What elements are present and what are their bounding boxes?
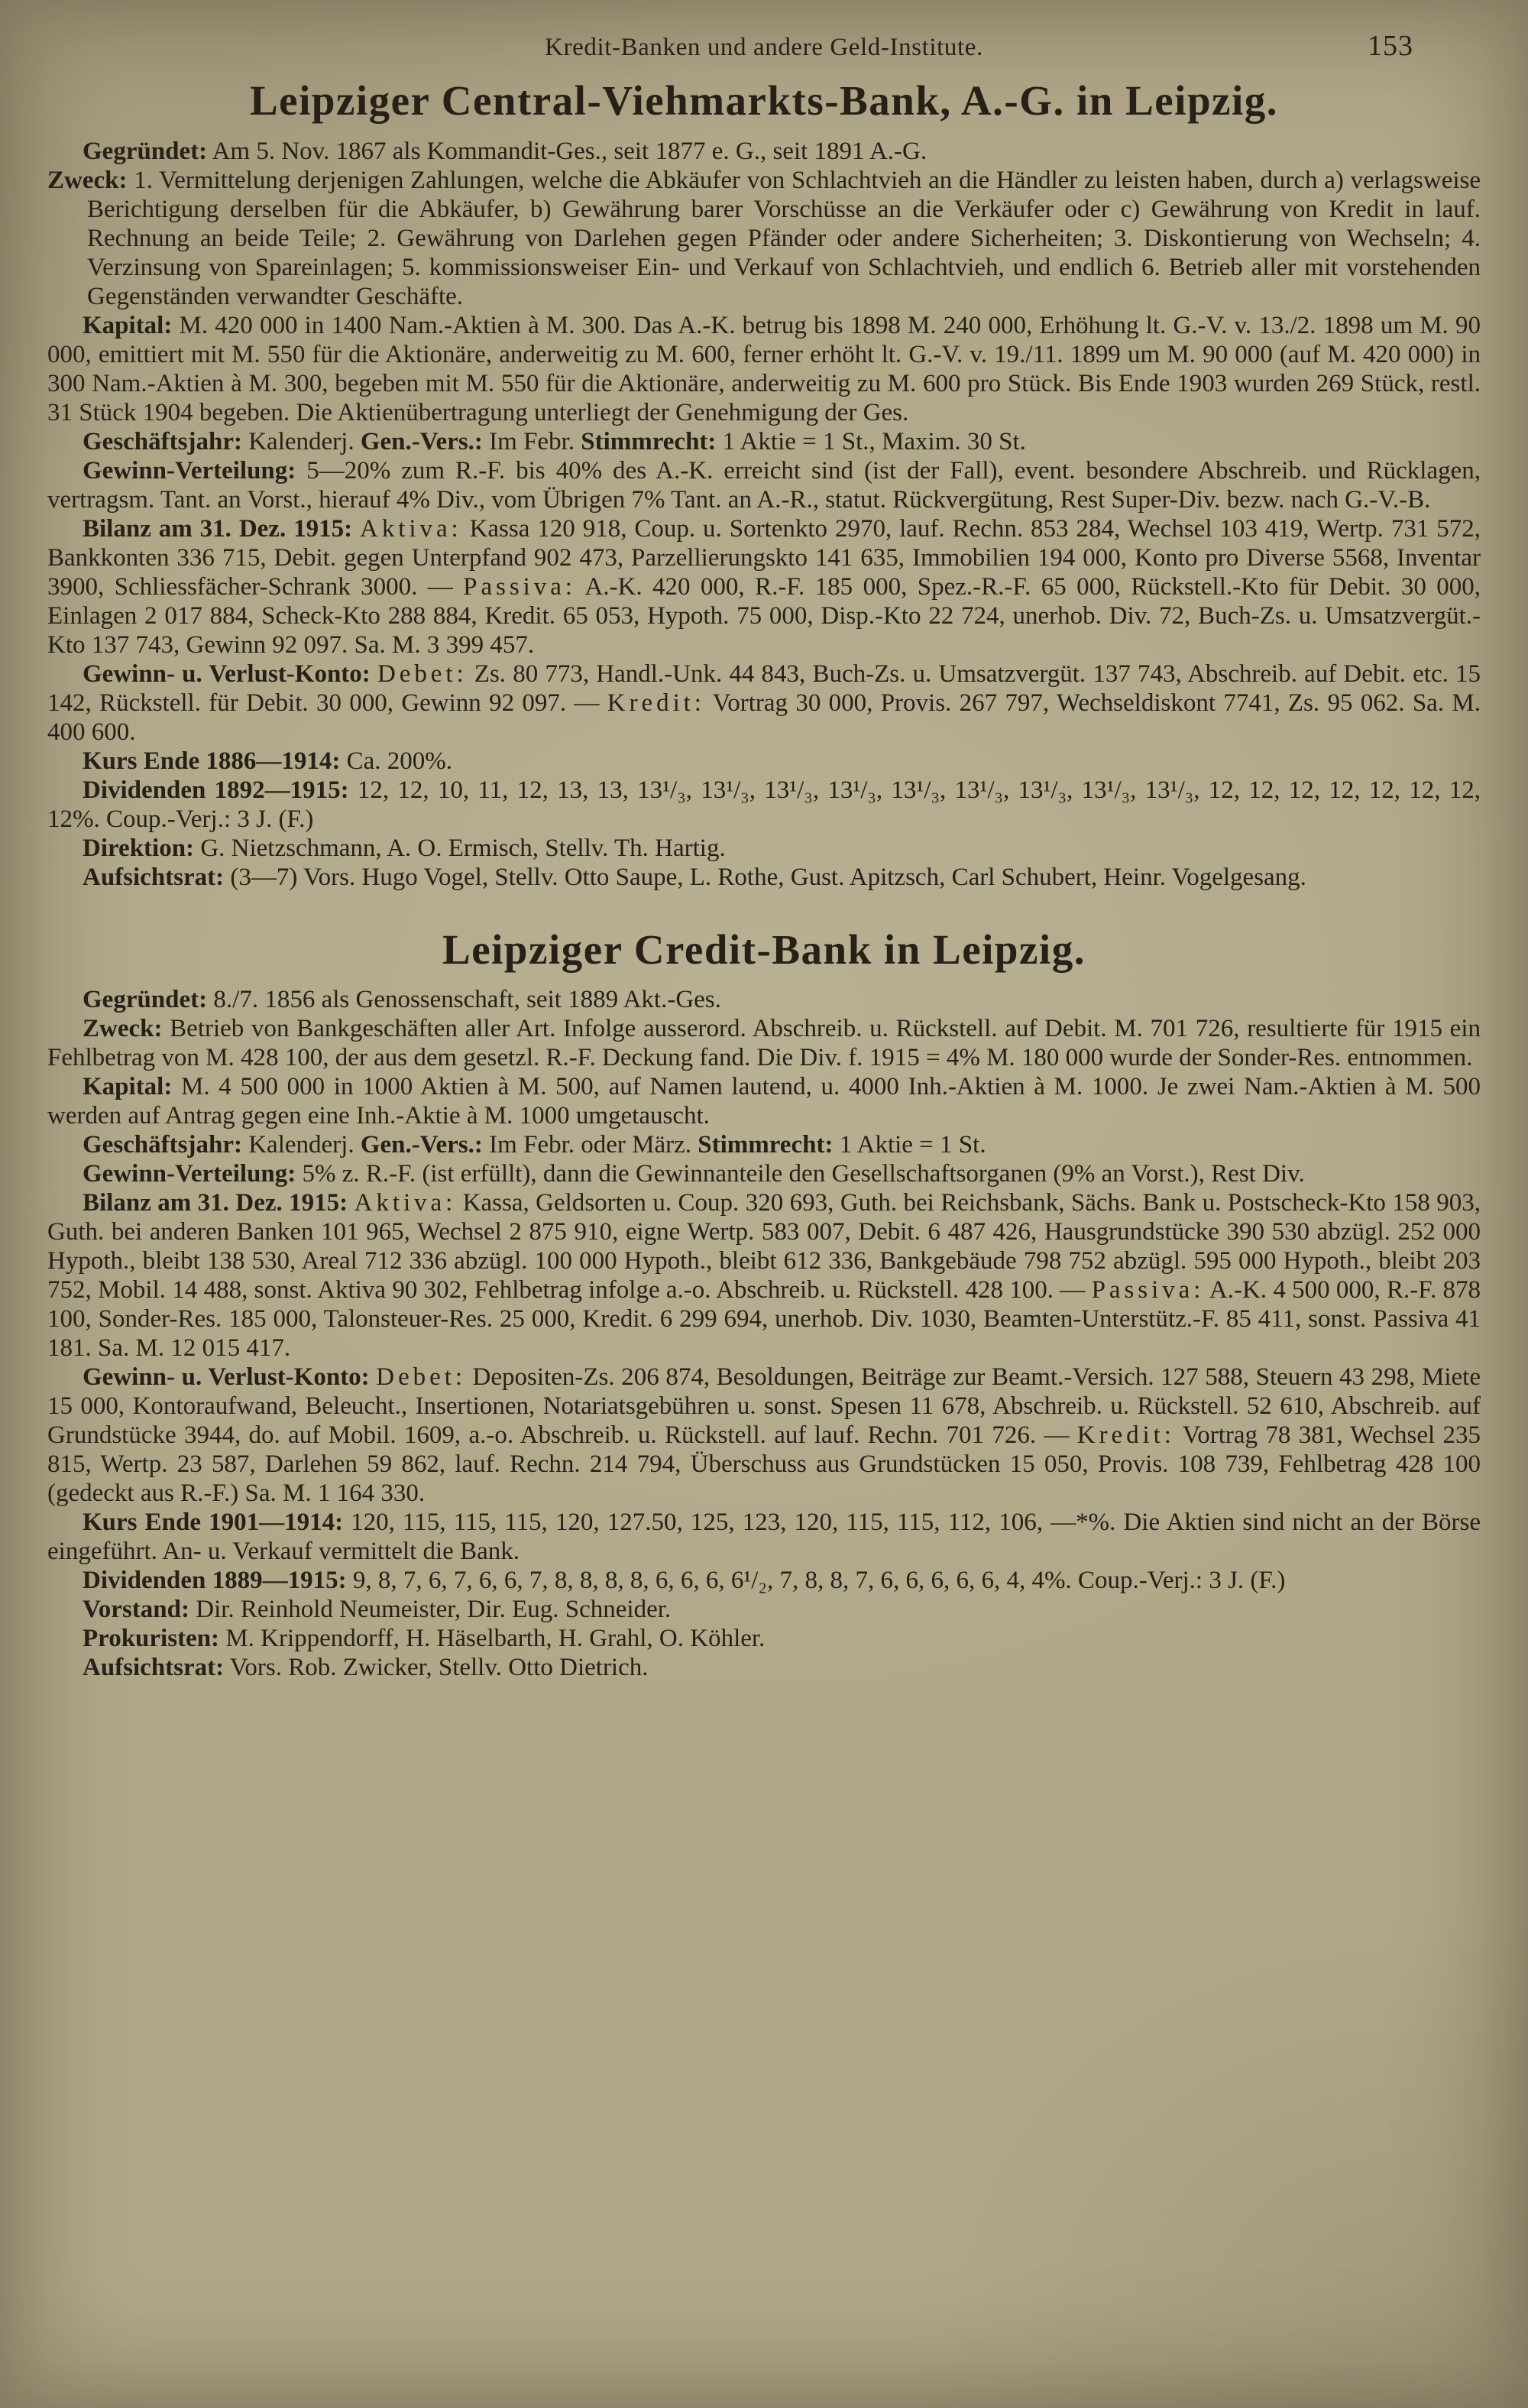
field-text: 1 Aktie = 1 St., Maxim. 30 St. [716, 427, 1026, 455]
field-text: 8./7. 1856 als Genossenschaft, seit 1889 Akt.-Ges. [207, 986, 721, 1013]
field-label: Aufsichtsrat: [83, 863, 225, 891]
field-label: Zweck: [47, 166, 128, 194]
field-text: 1 Aktie = 1 St. [833, 1131, 986, 1159]
field-text: Depositen-Zs. 206 874, Besoldungen, Beiträge zur Beamt.-Versich. 127 588, Steuern 43 298, Miete 15 000, Kontoraufwand, Beleucht., Insertionen, Notariatsgebühren u. sonst. Spesen 11 678, Abschreib. u. Rückstell. 52 610, Abschreib. auf Grundstücke 3944, do. auf Mobil. 1609, a.-o. Abschreib. u. Rückstell. auf lauf. Rechn. 701 726. — [47, 1363, 1481, 1449]
entry-paragraph [47, 747, 1481, 776]
field-label: Kurs Ende 1886—1914: [83, 747, 341, 775]
entry-paragraph [47, 1159, 1481, 1188]
field-text: Zs. 80 773, Handl.-Unk. 44 843, Buch-Zs. u. Umsatzvergüt. 137 743, Abschreib. auf Debit. etc. 15 142, Rückstell. für Debit. 30 000, Gewinn 92 097. — [47, 660, 1481, 717]
field-text: Kassa, Geldsorten u. Coup. 320 693, Guth. bei Reichsbank, Sächs. Bank u. Postscheck-Kto 158 903, Guth. bei anderen Banken 101 965, Wechsel 2 875 910, eigne Wertp. 583 007, Debit. 6 487 426, Hausgrundstücke 390 530 abzügl. 252 000 Hypoth., bleibt 138 530, Areal 712 336 abzügl. 100 000 Hypoth., bleibt 612 336, Bankgebäude 798 752 abzügl. 595 000 Hypoth., bleibt 203 752, Mobil. 14 488, sonst. Aktiva 90 302, Fehlbetrag infolge a.-o. Abschreib. u. Rückstell. 428 100. — [47, 1189, 1481, 1304]
field-label: Zweck: [83, 1015, 163, 1042]
field-label: Bilanz am 31. Dez. 1915: [83, 514, 353, 543]
field-text: Debet: [377, 660, 468, 688]
field-text: Aktiva: [360, 514, 462, 543]
field-label: Aufsichtsrat: [83, 1654, 225, 1681]
entry-paragraph [47, 1014, 1481, 1072]
running-title: Kredit-Banken und andere Geld-Institute. [545, 34, 983, 61]
entry-paragraph [47, 1130, 1481, 1159]
entry-paragraph [47, 166, 1481, 311]
entry-paragraph [47, 834, 1481, 863]
entry-paragraphs [47, 137, 1481, 892]
field-text: M. 4 500 000 in 1000 Aktien à M. 500, auf Namen lautend, u. 4000 Inh.-Aktien à M. 1000. Je zwei Nam.-Aktien à M. 500 werden auf Antrag gegen eine Inh.-Aktie à M. 1000 umgetauscht. [47, 1073, 1481, 1129]
field-text: Dir. Reinhold Neumeister, Dir. Eug. Schneider. [189, 1596, 672, 1623]
field-text: Im Febr. oder März. [482, 1131, 698, 1159]
field-label: Direktion: [83, 834, 195, 862]
field-text: A.-K. 4 500 000, R.-F. 878 100, Sonder-Res. 185 000, Talonsteuer-Res. 25 000, Kredit. 6 299 694, unerhob. Div. 1030, Beamten-Unterstütz.-F. 85 411, sonst. Passiva 41 181. Sa. M. 12 015 417. [47, 1276, 1481, 1362]
field-label: Gen.-Vers.: [360, 1131, 483, 1159]
entry-paragraph [47, 985, 1481, 1014]
field-label: Geschäftsjahr: [83, 1131, 242, 1159]
entry-paragraph [47, 137, 1481, 166]
field-label: Gegründet: [83, 137, 208, 165]
entry-paragraph [47, 660, 1481, 747]
field-text: 9, 8, 7, 6, 7, 6, 6, 7, 8, 8, 8, 8, 6, 6, 6, 6¹/₂, 7, 8, 8, 7, 6, 6, 6, 6, 6, 4, 4%. Coup.-Verj.: 3 J. (F.) [346, 1567, 1286, 1594]
field-label: Vorstand: [83, 1596, 189, 1623]
field-text: Vors. Rob. Zwicker, Stellv. Otto Dietrich. [224, 1654, 649, 1681]
field-label: Stimmrecht: [581, 427, 717, 455]
field-text [370, 1363, 377, 1391]
field-text: Kalenderj. [241, 427, 361, 455]
field-text: 1. Vermittelung derjenigen Zahlungen, welche die Abkäufer von Schlachtvieh an die Händler zu leisten haben, durch a) verlagsweise Berichtigung derselben für die Abkäufer, b) Gewährung barer Vorschüsse an die Verkäufer oder c) Gewährung von Kredit in lauf. Rechnung an beide Teile; 2. Gewährung von Darlehen gegen Pfänder oder andere Sicherheiten; 3. Diskontierung von Wechseln; 4. Verzinsung von Spareinlagen; 5. kommissionsweiser Ein- und Verkauf von Schlachtvieh, und endlich 6. Betrieb aller mit vorstehenden Gegenständen verwandter Geschäfte. [87, 166, 1481, 310]
entry-title: Leipziger Credit-Bank in Leipzig. [442, 925, 1086, 973]
bank-entry [47, 927, 1481, 1683]
entries [47, 78, 1481, 1682]
field-label: Gewinn- u. Verlust-Konto: [83, 1363, 370, 1391]
entry-title: Leipziger Central-Viehmarkts-Bank, A.-G. in Leipzig. [249, 77, 1278, 124]
field-text: Kredit: [607, 689, 705, 717]
entry-paragraph [47, 1072, 1481, 1130]
entry-paragraph [47, 311, 1481, 427]
field-label: Bilanz am 31. Dez. 1915: [83, 1189, 348, 1217]
field-text: Im Febr. [482, 427, 581, 455]
field-label: Geschäftsjahr: [83, 427, 242, 455]
field-label: Kapital: [83, 311, 173, 339]
field-text: (3—7) Vors. Hugo Vogel, Stellv. Otto Saupe, L. Rothe, Gust. Apitzsch, Carl Schubert, Heinr. Vogelgesang. [224, 863, 1306, 891]
field-text [352, 515, 360, 543]
field-label: Gewinn- u. Verlust-Konto: [83, 660, 371, 688]
bank-entry [47, 78, 1481, 892]
page-number: 153 [1368, 30, 1413, 62]
field-text [348, 1189, 354, 1217]
entry-paragraph [47, 863, 1481, 892]
field-text: M. Krippendorff, H. Häselbarth, H. Grahl, O. Köhler. [219, 1625, 766, 1652]
page-header [47, 28, 1481, 67]
field-text: Aktiva: [354, 1189, 457, 1217]
field-text: Betrieb von Bankgeschäften aller Art. Infolge ausserord. Abschreib. u. Rückstell. auf Debit. M. 701 726, resultierte für 1915 ein Fehlbetrag von M. 428 100, der aus dem gesetzl. R.-F. Deckung fand. Die Div. f. 1915 = 4% M. 180 000 wurde der Sonder-Res. entnommen. [47, 1015, 1481, 1071]
field-text: Kredit: [1076, 1421, 1175, 1449]
field-text: G. Nietzschmann, A. O. Ermisch, Stellv. Th. Hartig. [194, 834, 726, 862]
field-text: 5—20% zum R.-F. bis 40% des A.-K. erreicht sind (ist der Fall), event. besondere Abschreib. und Rücklagen, vertragsm. Tant. an Vorst., hierauf 4% Div., vom Übrigen 7% Tant. an A.-R., statut. Rückvergütung, Rest Super-Div. bezw. nach G.-V.-B. [47, 456, 1481, 514]
entry-paragraphs [47, 985, 1481, 1682]
field-text: Vortrag 30 000, Provis. 267 797, Wechseldiskont 7741, Zs. 95 062. Sa. M. 400 600. [47, 689, 1481, 746]
entry-paragraph [47, 1508, 1481, 1566]
field-text: 5% z. R.-F. (ist erfüllt), dann die Gewinnanteile den Gesellschaftsorganen (9% an Vorst.), Rest Div. [296, 1160, 1305, 1188]
field-text: Kassa 120 918, Coup. u. Sortenkto 2970, lauf. Rechn. 853 284, Wechsel 103 419, Wertp. 731 572, Bankkonten 336 715, Debit. gegen Unterpfand 902 473, Parzellierungskto 141 635, Immobilien 194 000, Konto pro Diverse 5568, Inventar 3900, Schliessfächer-Schrank 3000. — [47, 514, 1481, 601]
field-text: Passiva: [463, 572, 576, 601]
field-label: Gewinn-Verteilung: [83, 1160, 296, 1188]
field-label: Gegründet: [83, 986, 208, 1013]
field-text: Passiva: [1091, 1276, 1205, 1304]
field-label: Prokuristen: [83, 1625, 220, 1652]
field-label: Dividenden 1892—1915: [83, 776, 349, 804]
field-label: Gewinn-Verteilung: [83, 456, 296, 485]
entry-paragraph [47, 1624, 1481, 1653]
field-label: Stimmrecht: [698, 1131, 834, 1159]
field-label: Dividenden 1889—1915: [83, 1567, 347, 1594]
field-text: M. 420 000 in 1400 Nam.-Aktien à M. 300. Das A.-K. betrug bis 1898 M. 240 000, Erhöhung lt. G.-V. v. 13./2. 1898 um M. 90 000, emittiert mit M. 550 für die Aktionäre, anderweitig zu M. 600, ferner erhöht lt. G.-V. v. 19./11. 1899 um M. 90 000 (auf M. 420 000) in 300 Nam.-Aktien à M. 300, begeben mit M. 550 für die Aktionäre, anderweitig zu M. 600 pro Stück. Bis Ende 1903 wurden 269 Stück, restl. 31 Stück 1904 begeben. Die Aktienübertragung unterliegt der Genehmigung der Ges. [47, 311, 1481, 426]
entry-paragraph [47, 1188, 1481, 1363]
entry-paragraph [47, 514, 1481, 660]
field-text [371, 660, 377, 688]
field-text: A.-K. 420 000, R.-F. 185 000, Spez.-R.-F. 65 000, Rückstell.-Kto für Debit. 30 000, Einlagen 2 017 884, Scheck-Kto 288 884, Kredit. 65 053, Hypoth. 75 000, Disp.-Kto 22 724, unerhob. Div. 72, Buch-Zs. u. Umsatzvergüt.-Kto 137 743, Gewinn 92 097. Sa. M. 3 399 457. [47, 572, 1481, 659]
entry-paragraph [47, 427, 1481, 456]
field-text: Am 5. Nov. 1867 als Kommandit-Ges., seit 1877 e. G., seit 1891 A.-G. [207, 137, 927, 165]
field-text: Debet: [376, 1363, 466, 1391]
entry-paragraph [47, 1566, 1481, 1595]
field-label: Kurs Ende 1901—1914: [83, 1509, 344, 1536]
field-text: Vortrag 78 381, Wechsel 235 815, Wertp. 23 587, Darlehen 59 862, lauf. Rechn. 214 794, Überschuss aus Grundstücken 15 050, Provis. 108 739, Fehlbetrag 428 100 (gedeckt aus R.-F.) Sa. M. 1 164 330. [47, 1421, 1481, 1507]
field-text: 12, 12, 10, 11, 12, 13, 13, 13¹/₃, 13¹/₃, 13¹/₃, 13¹/₃, 13¹/₃, 13¹/₃, 13¹/₃, 13¹/₃, 13¹/₃, 12, 12, 12, 12, 12, 12, 12, 12%. Coup.-Verj.: 3 J. (F.) [47, 776, 1481, 833]
entry-paragraph [47, 456, 1481, 514]
field-text: Kalenderj. [241, 1131, 361, 1159]
field-label: Gen.-Vers.: [360, 427, 483, 455]
entry-paragraph [47, 1595, 1481, 1624]
entry-paragraph [47, 776, 1481, 834]
entry-paragraph [47, 1653, 1481, 1682]
field-text: Ca. 200%. [340, 747, 453, 775]
field-label: Kapital: [83, 1073, 173, 1100]
field-text: 120, 115, 115, 115, 120, 127.50, 125, 123, 120, 115, 115, 112, 106, —*%. Die Aktien sind nicht an der Börse eingeführt. An- u. Verkauf vermittelt die Bank. [47, 1509, 1481, 1565]
entry-paragraph [47, 1363, 1481, 1508]
